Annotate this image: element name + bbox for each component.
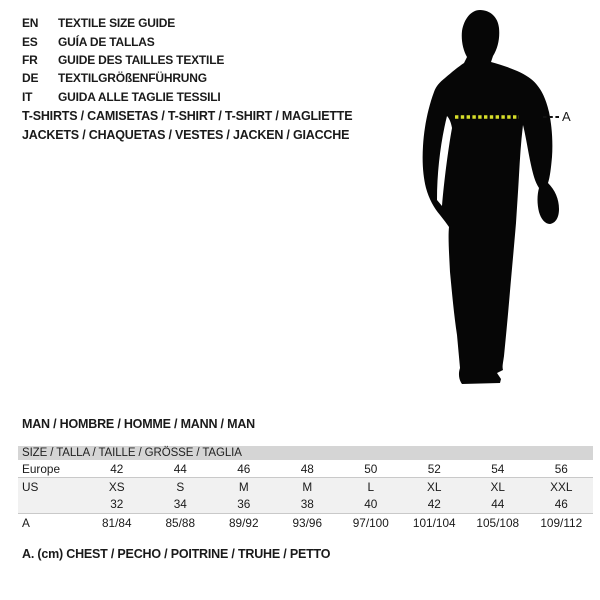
language-code: DE [22, 71, 39, 86]
cell: XL [490, 479, 505, 494]
cell: M [302, 479, 313, 494]
cell: 32 [110, 497, 124, 512]
cell: 50 [364, 461, 378, 476]
language-list [22, 14, 224, 106]
cell: XS [108, 479, 125, 494]
cell: 36 [237, 497, 251, 512]
language-code: IT [22, 89, 33, 104]
cell: 42 [427, 497, 441, 512]
garment-categories [22, 107, 352, 144]
cell: XL [427, 479, 442, 494]
cell: 48 [300, 461, 314, 476]
language-row [22, 32, 224, 50]
row-label: US [22, 479, 39, 494]
table-row-chest-a [18, 514, 593, 531]
cell: M [238, 479, 249, 494]
cell: 40 [364, 497, 378, 512]
cell: 56 [554, 461, 568, 476]
cell: 38 [300, 497, 314, 512]
section-title-man: MAN / HOMBRE / HOMME / MANN / MAN [22, 417, 255, 431]
language-row [22, 51, 224, 69]
cell: 105/108 [476, 515, 520, 530]
language-row [22, 69, 224, 87]
man-silhouette-figure [405, 5, 600, 395]
cell: 97/100 [352, 515, 389, 530]
category-line-jackets: JACKETS / CHAQUETAS / VESTES / JACKEN / GIACCHE [22, 127, 350, 142]
language-label: TEXTILGRÖßENFÜHRUNG [58, 71, 207, 86]
language-row [22, 14, 224, 32]
cell: 85/88 [165, 515, 196, 530]
cell: 93/96 [292, 515, 323, 530]
row-label: Europe [22, 461, 61, 476]
measure-label-a: A [562, 109, 571, 124]
cell: 46 [554, 497, 568, 512]
cell: 42 [110, 461, 124, 476]
size-table [18, 446, 593, 531]
cell: 46 [237, 461, 251, 476]
cell: 101/104 [412, 515, 456, 530]
language-code: ES [22, 34, 38, 49]
cell: 81/84 [101, 515, 132, 530]
cell: 109/112 [540, 515, 583, 530]
footnote-chest-measure: A. (cm) CHEST / PECHO / POITRINE / TRUHE / PETTO [22, 547, 331, 561]
cell: 54 [491, 461, 505, 476]
language-code: EN [22, 16, 39, 31]
language-label: GUÍA DE TALLAS [58, 34, 155, 49]
cell: XXL [550, 479, 573, 494]
cell: 44 [491, 497, 505, 512]
cell: 34 [173, 497, 187, 512]
size-table-header: SIZE / TALLA / TAILLE / GRÖSSE / TAGLIA [18, 446, 593, 460]
cell: S [176, 479, 185, 494]
table-row-europe [18, 460, 593, 478]
table-row-us-numeric [18, 496, 593, 514]
row-label: A [22, 515, 30, 530]
category-line-tshirts: T-SHIRTS / CAMISETAS / T-SHIRT / T-SHIRT / MAGLIETTE [22, 109, 353, 123]
cell: 89/92 [228, 515, 259, 530]
table-row-us [18, 478, 593, 495]
language-code: FR [22, 52, 38, 67]
cell: 44 [173, 461, 187, 476]
language-label: TEXTILE SIZE GUIDE [58, 16, 176, 31]
man-silhouette [423, 10, 559, 384]
cell: L [367, 479, 375, 494]
language-label: GUIDA ALLE TAGLIE TESSILI [58, 89, 221, 104]
cell: 52 [427, 461, 441, 476]
language-row [22, 88, 224, 106]
language-label: GUIDE DES TAILLES TEXTILE [58, 52, 225, 67]
